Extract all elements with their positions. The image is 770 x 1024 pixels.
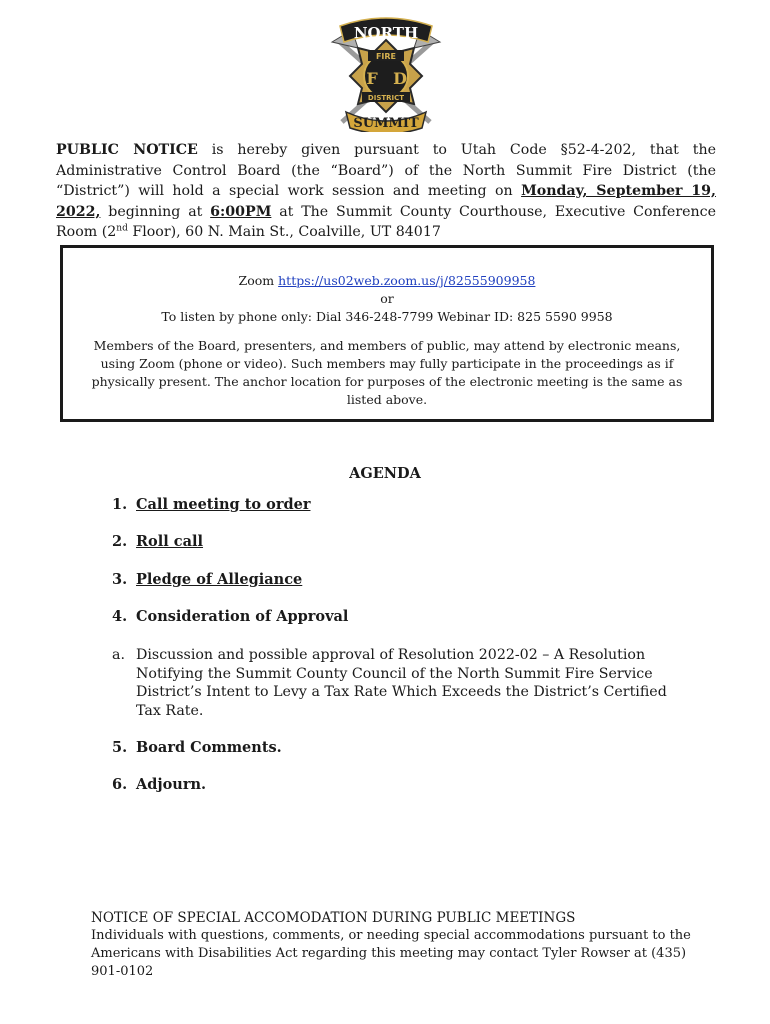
agenda-item-2 bbox=[112, 533, 203, 550]
agenda-subitem-a bbox=[112, 646, 672, 720]
meeting-date: Monday, September 19, 2022, bbox=[56, 183, 716, 220]
members-statement: Members of the Board, presenters, and members of public, may attend by electronic means, using Zoom (phone or video). Such members may fully participate in the proceedings as if physically present. The anchor location for purposes of the electronic meeting is the same as listed above. bbox=[91, 338, 683, 407]
zoom-prefix: Zoom bbox=[238, 273, 279, 288]
accommodation-body: Individuals with questions, comments, or needing special accommodations pursuant to the Americans with Disabilities Act regarding this meeting may contact Tyler Rowser at (435) 901-0102 bbox=[91, 928, 691, 979]
agenda-item-number: 3. bbox=[112, 571, 128, 588]
agenda-item-number: 1. bbox=[112, 496, 128, 513]
notice-text-3: at The Summit County Courthouse, Executive Conference Room (2 bbox=[56, 203, 716, 240]
public-notice-paragraph bbox=[56, 140, 716, 243]
agenda-item-number: 5. bbox=[112, 739, 128, 756]
agenda-item-label: Pledge of Allegiance bbox=[136, 571, 303, 588]
svg-text:DISTRICT: DISTRICT bbox=[367, 94, 405, 102]
agenda-item-label: Roll call bbox=[136, 533, 204, 550]
zoom-line bbox=[63, 272, 711, 290]
agenda-item-number: 2. bbox=[112, 533, 128, 550]
agenda-item-label: Board Comments. bbox=[136, 739, 282, 756]
agenda-item-label: Adjourn. bbox=[136, 776, 207, 793]
notice-text-4: Floor), 60 N. Main St., Coalville, UT 84017 bbox=[127, 224, 441, 240]
agenda-item-4 bbox=[112, 608, 348, 625]
agenda-item-1 bbox=[112, 496, 310, 513]
agenda-item-5 bbox=[112, 739, 282, 756]
agenda-item-number: 4. bbox=[112, 608, 128, 625]
accommodation-notice bbox=[91, 909, 691, 981]
zoom-link[interactable]: https://us02web.zoom.us/j/82555909958 bbox=[278, 273, 536, 288]
notice-text-1: is hereby given pursuant to Utah Code §52-4-202, that the Administrative Control Board (the “Board”) of the North Summit Fire District (the “District”) will hold a special work session and meeting on bbox=[56, 142, 716, 199]
svg-text:NORTH: NORTH bbox=[353, 24, 419, 42]
notice-text-2: beginning at bbox=[100, 203, 211, 220]
notice-lead: PUBLIC NOTICE bbox=[56, 142, 198, 158]
fire-badge-icon bbox=[318, 12, 454, 132]
north-summit-fire-district-logo bbox=[318, 12, 454, 132]
zoom-or: or bbox=[380, 291, 394, 306]
agenda-item-number: 6. bbox=[112, 776, 128, 793]
subitem-text: Discussion and possible approval of Resolution 2022-02 – A Resolution Notifying the Summit County Council of the North Summit Fire Service District’s Intent to Levy a Tax Rate Which Exceeds the District’s Certified Tax Rate. bbox=[136, 647, 667, 719]
svg-text:FIRE: FIRE bbox=[375, 52, 397, 61]
agenda-item-6 bbox=[112, 776, 206, 793]
accommodation-heading: NOTICE OF SPECIAL ACCOMODATION DURING PUBLIC MEETINGS bbox=[91, 910, 576, 926]
subitem-letter: a. bbox=[112, 647, 125, 663]
meeting-time: 6:00PM bbox=[210, 203, 272, 220]
electronic-meeting-box bbox=[60, 245, 714, 422]
svg-text:D: D bbox=[393, 69, 407, 88]
phone-line: To listen by phone only: Dial 346-248-7799 Webinar ID: 825 5590 9958 bbox=[161, 309, 613, 324]
svg-text:F: F bbox=[366, 69, 378, 88]
agenda-item-label: Consideration of Approval bbox=[136, 608, 349, 625]
floor-superscript: nd bbox=[116, 223, 128, 234]
agenda-item-label: Call meeting to order bbox=[136, 496, 311, 513]
agenda-item-3 bbox=[112, 571, 302, 588]
agenda-title: AGENDA bbox=[349, 465, 421, 482]
svg-text:SUMMIT: SUMMIT bbox=[353, 116, 419, 131]
